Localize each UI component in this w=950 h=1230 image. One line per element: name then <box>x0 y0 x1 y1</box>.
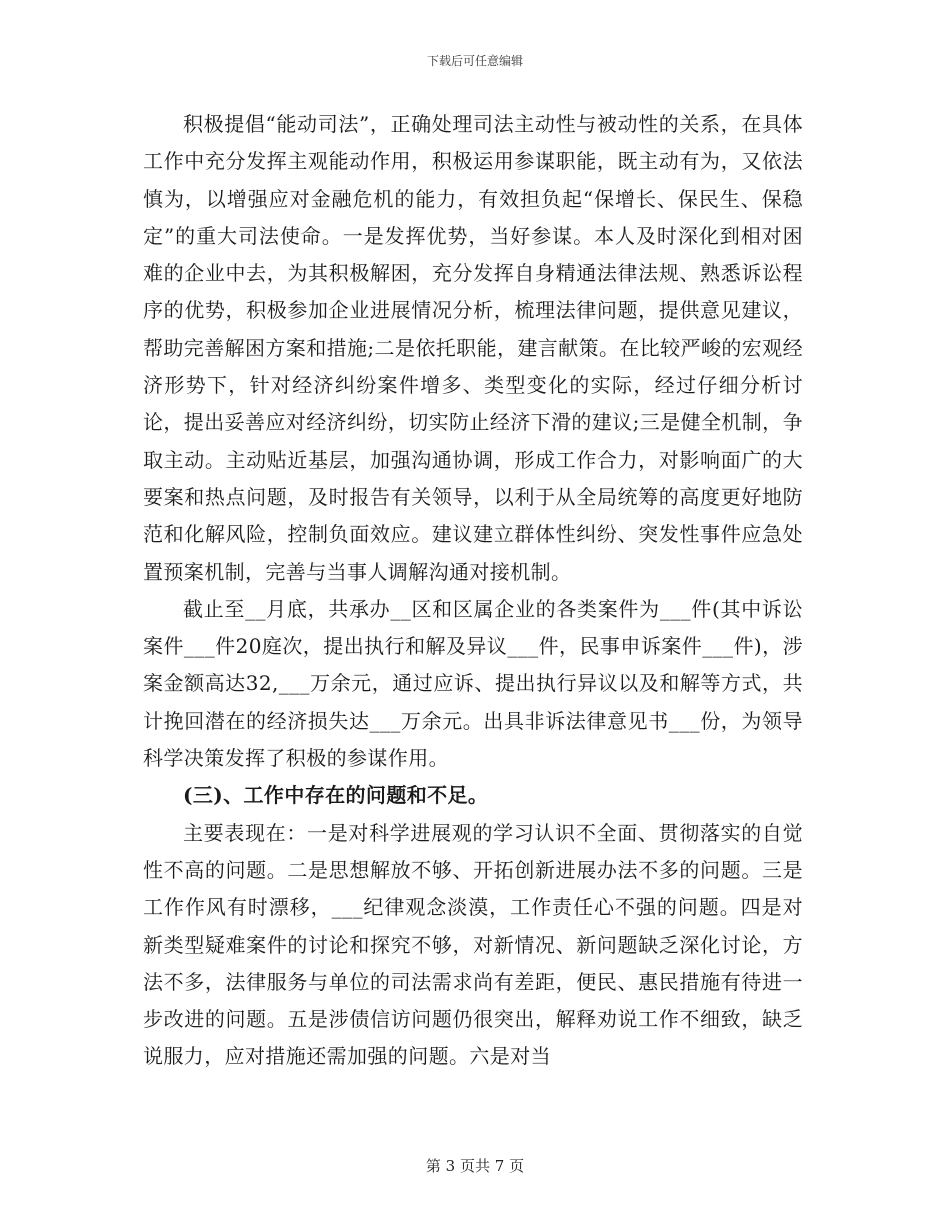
page-footer: 第 3 页共 7 页 <box>425 1157 525 1175</box>
page-header: 下载后可任意编辑 <box>426 54 523 68</box>
document-body <box>143 106 803 1076</box>
paragraph-case-statistics: 截止至__月底，共承办__区和区属企业的各类案件为___件(其中诉讼案件___件20庭次，提出执行和解及异议___件，民事申诉案件___件)，涉案金额高达32,___万余元，通过应诉、提出执行异议以及和解等方式，共计挽回潜在的经济损失达___万余元。出具非诉法律意见书___份，为领导科学决策发挥了积极的参谋作用。 <box>143 596 803 771</box>
paragraph-problems-list: 主要表现在：一是对科学进展观的学习认识不全面、贯彻落实的自觉性不高的问题。二是思想解放不够、开拓创新进展办法不多的问题。三是工作作风有时漂移，___纪律观念淡漠，工作责任心不强的问题。四是对新类型疑难案件的讨论和探究不够，对新情况、新问题缺乏深化讨论，方法不多，法律服务与单位的司法需求尚有差距，便民、惠民措施有待进一步改进的问题。五是涉债信访问题仍很突出，解释劝说工作不细致，缺乏说服力，应对措施还需加强的问题。六是对当 <box>143 820 803 1069</box>
paragraph-judicial-initiative: 积极提倡“能动司法”，正确处理司法主动性与被动性的关系，在具体工作中充分发挥主观能动作用，积极运用参谋职能，既主动有为，又依法慎为，以增强应对金融危机的能力，有效担负起“保增长、保民生、保稳定”的重大司法使命。一是发挥优势，当好参谋。本人及时深化到相对困难的企业中去，为其积极解困，充分发挥自身精通法律法规、熟悉诉讼程序的优势，积极参加企业进展情况分析，梳理法律问题，提供意见建议，帮助完善解困方案和措施;二是依托职能，建言献策。在比较严峻的宏观经济形势下，针对经济纠纷案件增多、类型变化的实际，经过仔细分析讨论，提出妥善应对经济纠纷，切实防止经济下滑的建议;三是健全机制，争取主动。主动贴近基层，加强沟通协调，形成工作合力，对影响面广的大要案和热点问题，及时报告有关领导，以利于从全局统筹的高度更好地防范和化解风险，控制负面效应。建议建立群体性纠纷、突发性事件应急处置预案机制，完善与当事人调解沟通对接机制。 <box>143 112 803 584</box>
section-heading-problems: (三)、工作中存在的问题和不足。 <box>183 783 489 808</box>
